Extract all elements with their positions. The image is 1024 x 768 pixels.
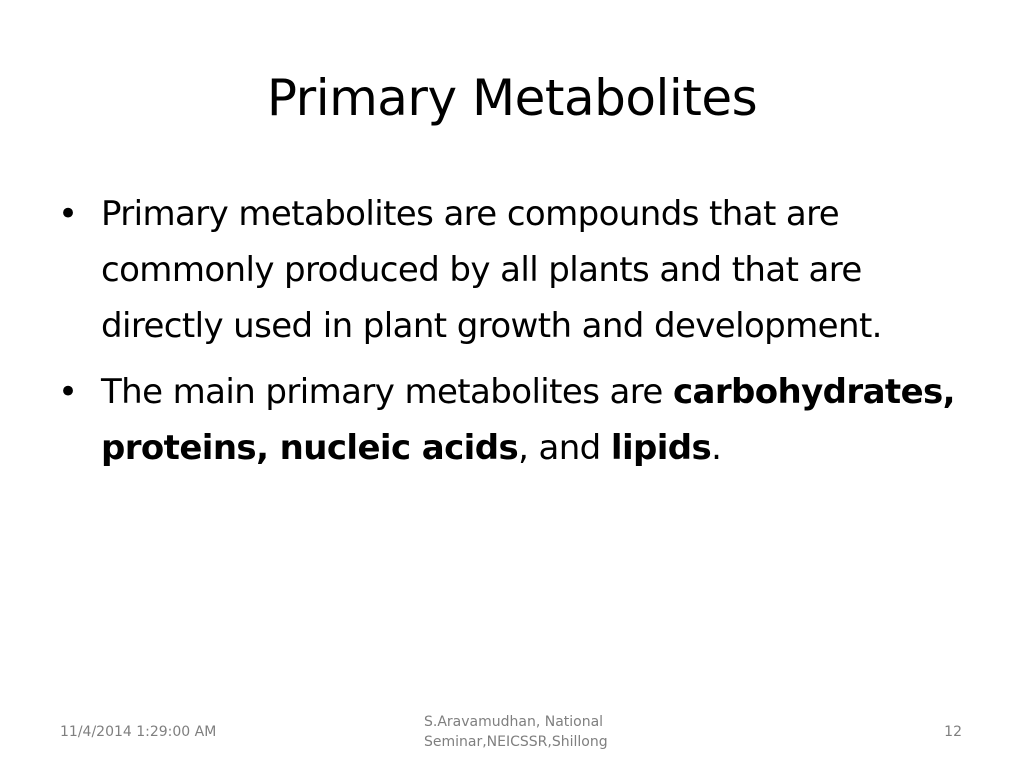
bullet-bold-last: lipids: [610, 428, 712, 468]
footer-date: 11/4/2014 1:29:00 AM: [60, 724, 217, 740]
slide-title: Primary Metabolites: [266, 69, 758, 127]
bullet-end: .: [711, 428, 722, 468]
bullet-item: [58, 186, 958, 354]
bullet-connector: , and: [518, 428, 601, 468]
footer-author-line: Seminar,NEICSSR,Shillong: [424, 734, 608, 750]
bullet-icon: •: [58, 194, 78, 234]
footer-author: [424, 712, 624, 752]
bullet-list: [58, 186, 958, 476]
bullet-bold-list: carbohydrates, proteins, nucleic acids: [101, 372, 955, 468]
bullet-icon: •: [58, 372, 78, 412]
bullet-intro-text: The main primary metabolites are: [101, 372, 663, 412]
bullet-item: [58, 364, 958, 476]
slide-number: 12: [944, 724, 962, 740]
footer-author-line: S.Aravamudhan, National: [424, 714, 604, 730]
bullet-text: Primary metabolites are compounds that are commonly produced by all plants and that are directly used in plant growth and development.: [101, 194, 882, 346]
